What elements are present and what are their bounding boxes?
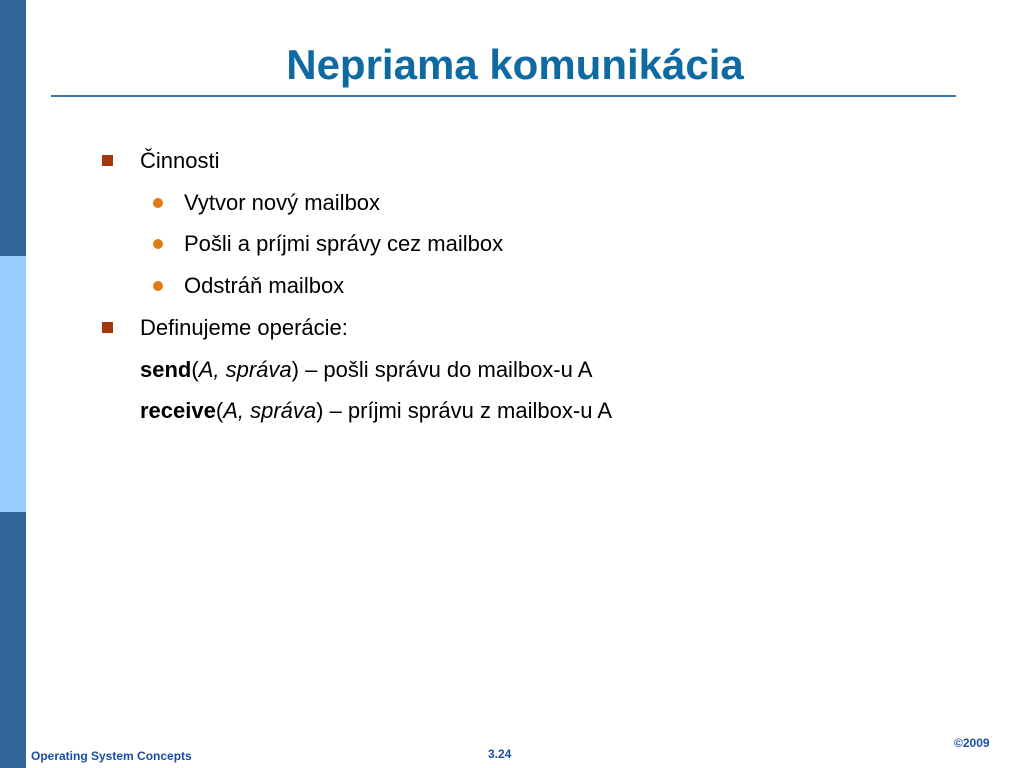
bullet-item-cinnosti: Činnosti <box>140 148 220 173</box>
footer-page-number: 3.24 <box>488 747 512 761</box>
round-bullet-icon <box>153 198 163 208</box>
paren-close: ) <box>291 357 299 382</box>
footer-book-title: Operating System Concepts <box>31 749 192 763</box>
square-bullet-icon <box>102 322 113 333</box>
operation-receive <box>140 398 612 424</box>
bullet-item-operations: Definujeme operácie: <box>140 315 348 340</box>
footer-copyright: ©2009 <box>954 736 990 750</box>
round-bullet-icon <box>153 281 163 291</box>
operation-description: – príjmi správu z mailbox-u A <box>323 398 612 423</box>
paren-open: ( <box>215 398 224 423</box>
paren-close: ) <box>316 398 324 423</box>
round-bullet-icon <box>153 239 163 249</box>
operation-name: send <box>140 357 192 382</box>
operation-args: A, správa <box>198 357 292 382</box>
sub-item-delete-mailbox: Odstráň mailbox <box>184 273 345 298</box>
slide-title: Nepriama komunikácia <box>286 41 744 88</box>
operation-description: – pošli správu do mailbox-u A <box>298 357 593 382</box>
sub-item-create-mailbox: Vytvor nový mailbox <box>184 190 381 215</box>
operation-name: receive <box>140 398 216 423</box>
square-bullet-icon <box>102 155 113 166</box>
operation-send <box>140 357 592 383</box>
sub-item-send-receive: Pošli a príjmi správy cez mailbox <box>184 231 504 256</box>
operation-args: A, správa <box>223 398 317 423</box>
paren-open: ( <box>191 357 199 382</box>
